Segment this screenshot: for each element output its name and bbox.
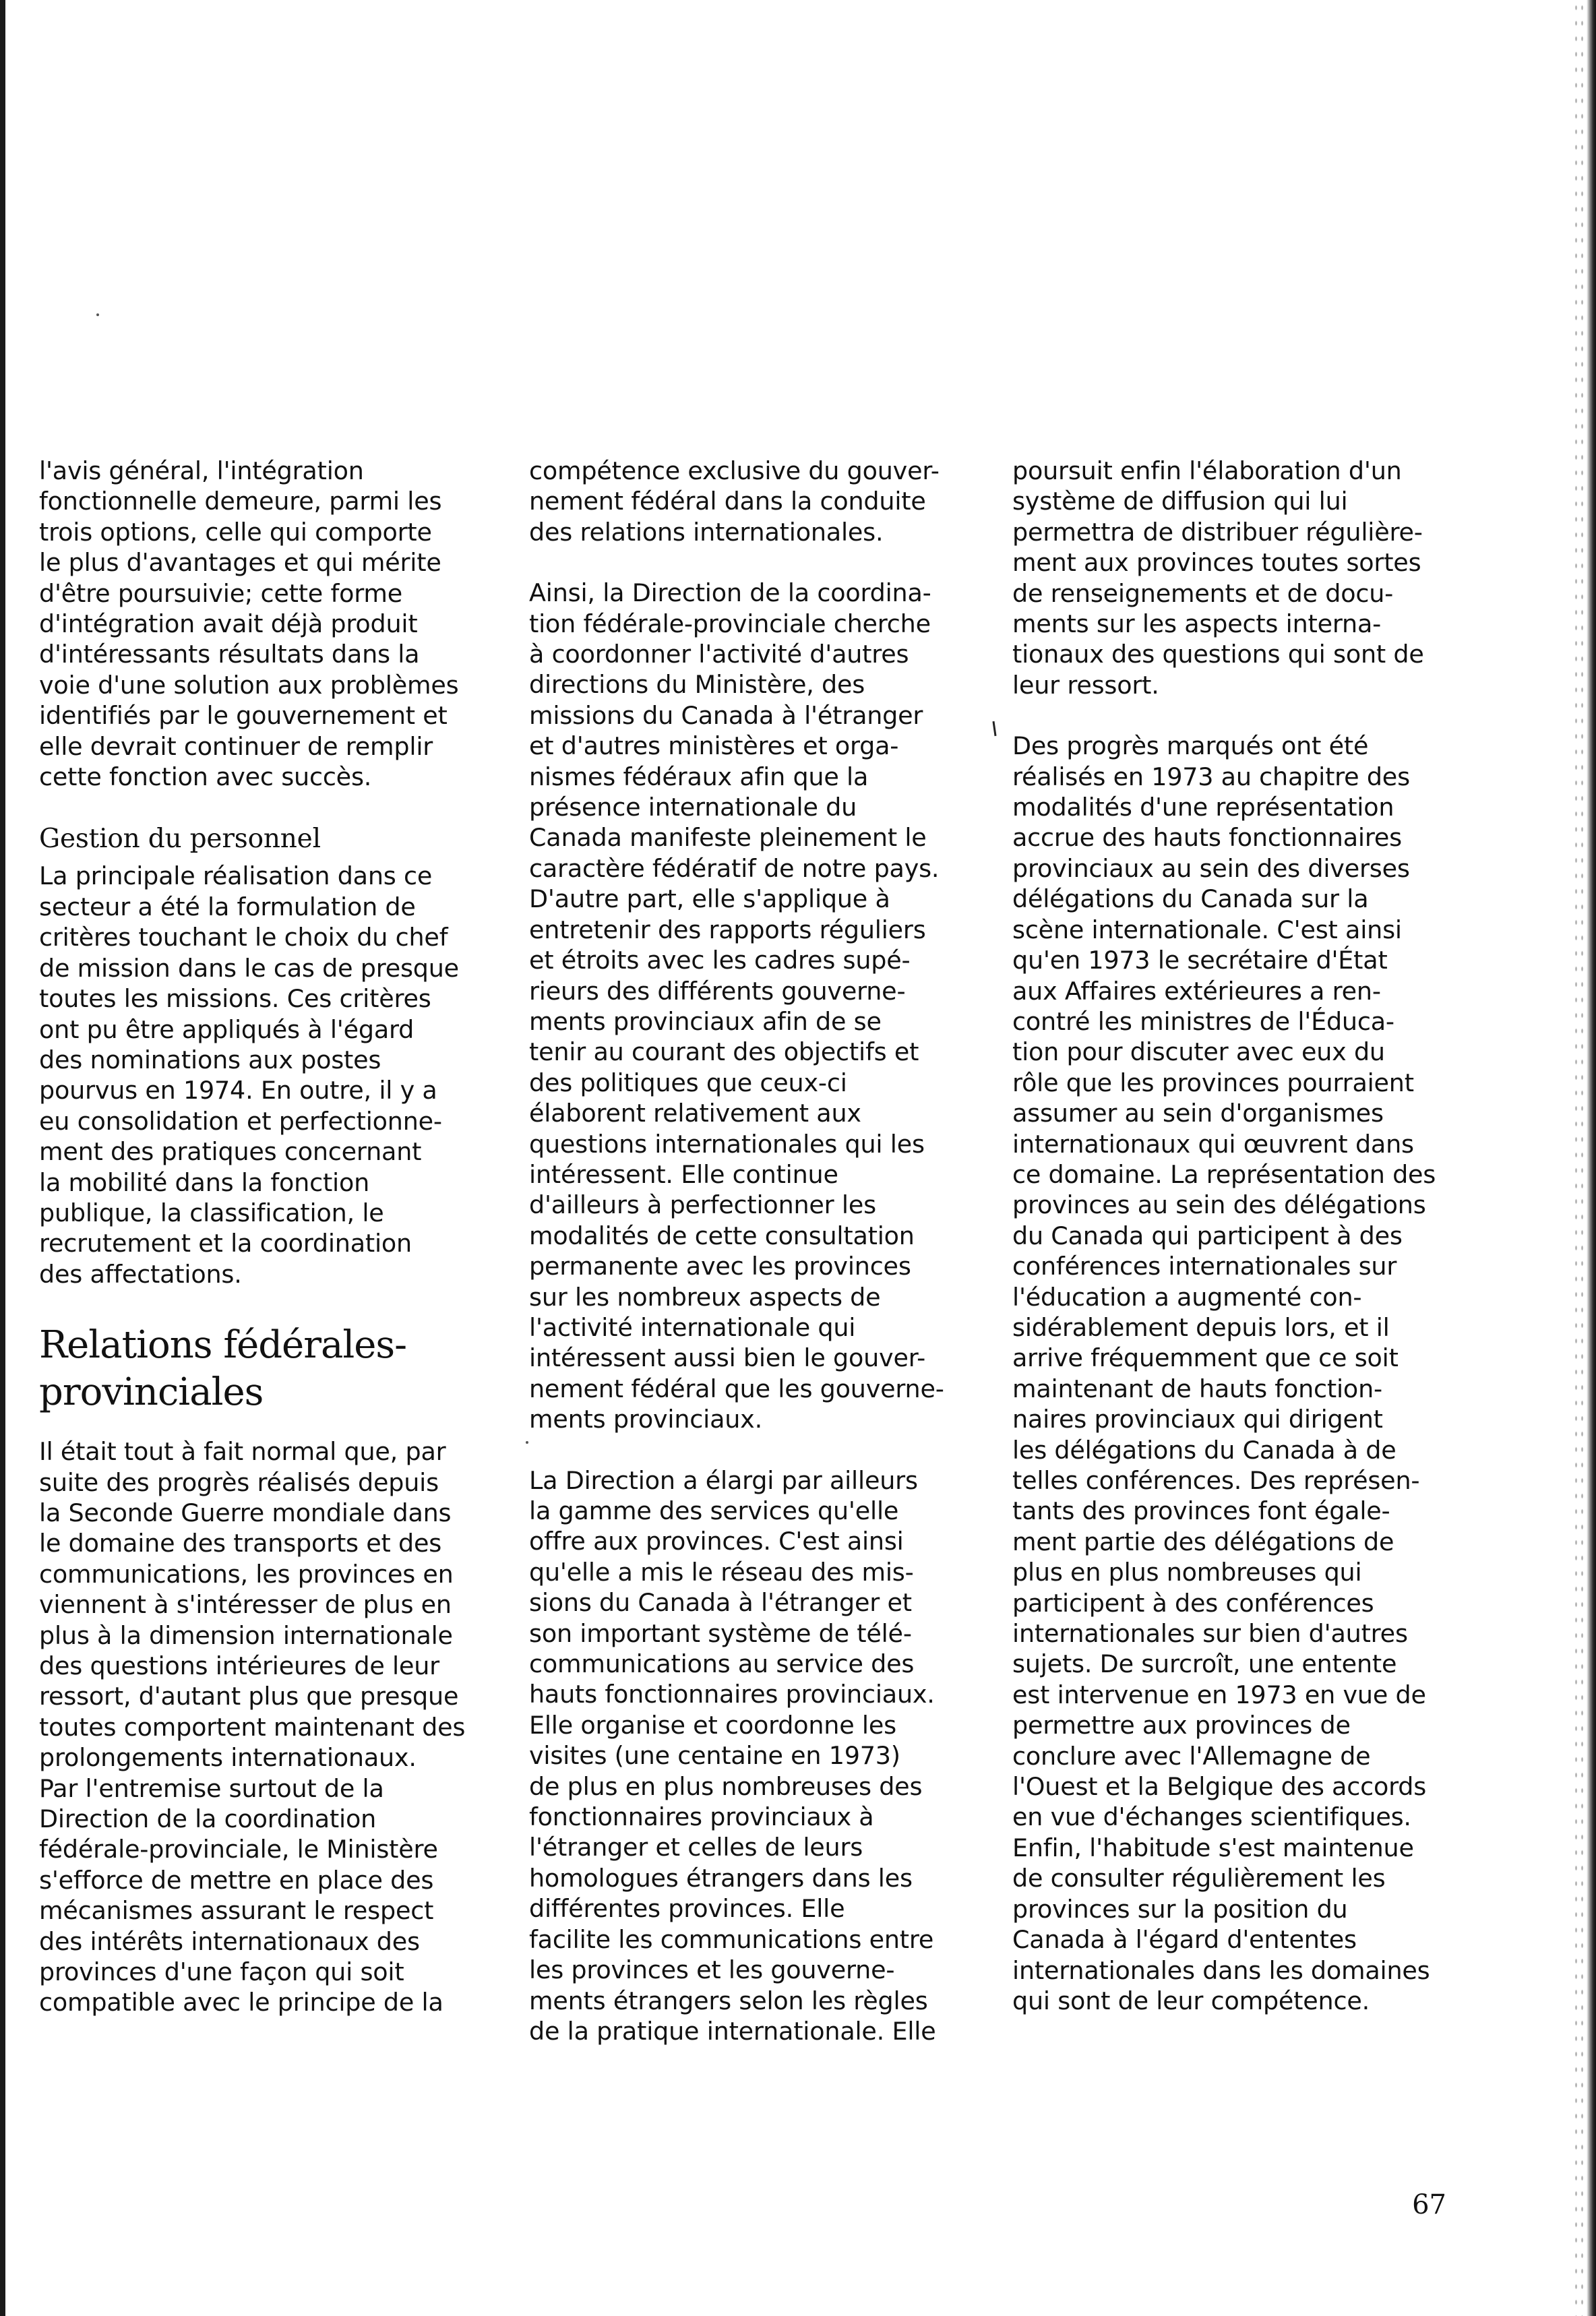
scan-speck xyxy=(96,313,99,316)
text-column-2 xyxy=(529,456,974,2046)
paragraph: poursuit enfin l'élaboration d'un système de diffusion qui lui permettra de distribuer régulière- ment aux provinces toutes sortes de renseignements et de docu- ments sur les aspects interna- tionaux des questions qui sont de leur ressort. xyxy=(1012,456,1424,700)
scan-left-border xyxy=(0,0,5,2316)
section-subheading: Gestion du personnel xyxy=(39,824,321,855)
paragraph: l'avis général, l'intégration fonctionnelle demeure, parmi les trois options, celle qui comporte le plus d'avantages et qui mérite d'être poursuivie; cette forme d'intégration avait déjà produit d'intéressants résultats dans la voie d'une solution aux problèmes identifiés par le gouvernement et elle devrait continuer de remplir cette fonction avec succès. xyxy=(39,456,459,792)
section-heading: Relations fédérales- provinciales xyxy=(39,1323,407,1415)
scan-mark xyxy=(992,721,996,736)
paragraph: Des progrès marqués ont été réalisés en 1973 au chapitre des modalités d'une représentation accrue des hauts fonctionnaires provinciaux au sein des diverses délégations du Canada sur la scène internationale. C'est ainsi qu'en 1973 le secrétaire d'État aux Affaires extérieures a ren- contré les ministres de l'Éduca- tion pour discuter avec eux du rôle que les provinces pourraient assumer au sein d'organismes internationaux qui œuvrent dans ce domaine. La représentation des provinces au sein des délégations du Canada qui participent à des conférences internationales sur l'éducation a augmenté con- sidérablement depuis lors, et il arrive fréquemment que ce soit maintenant de hauts fonction- naires provinciaux qui dirigent les délégations du Canada à de telles conférences. Des représen- tants des provinces font égale- ment partie des délégations de plus en plus nombreuses qui participent à des conférences internationales sur bien d'autres sujets. De surcroît, une entente est intervenue en 1973 en vue de permettre aux provinces de conclure avec l'Allemagne de l'Ouest et la Belgique des accords en vue d'échanges scientifiques. Enfin, l'habitude s'est maintenue de consulter régulièrement les provinces sur la position du Canada à l'égard d'ententes internationales dans les domaines qui sont de leur compétence. xyxy=(1012,731,1436,2015)
paragraph: Il était tout à fait normal que, par suite des progrès réalisés depuis la Seconde Guerre mondiale dans le domaine des transports et des communications, les provinces en viennent à s'intéresser de plus en plus à la dimension internationale des questions intérieures de leur ressort, d'autant plus que presque toutes comportent maintenant des prolongements internationaux. Par l'entremise surtout de la Direction de la coordination fédérale-provinciale, le Ministère s'efforce de mettre en place des mécanismes assurant le respect des intérêts internationaux des provinces d'une façon qui soit compatible avec le principe de la xyxy=(39,1437,466,2017)
scan-binding-specks xyxy=(1573,0,1585,2316)
text-column-1 xyxy=(39,456,484,2018)
paragraph: compétence exclusive du gouver- nement fédéral dans la conduite des relations internationales. xyxy=(529,456,940,547)
paragraph: La Direction a élargi par ailleurs la gamme des services qu'elle offre aux provinces. C'est ainsi qu'elle a mis le réseau des mis- sions du Canada à l'étranger et son important système de télé- communications au service des hauts fonctionnaires provinciaux. Elle organise et coordonne les visites (une centaine en 1973) de plus en plus nombreuses des fonctionnaires provinciaux à l'étranger et celles de leurs homologues étrangers dans les différentes provinces. Elle facilite les communications entre les provinces et les gouverne- ments étrangers selon les règles de la pratique internationale. Elle xyxy=(529,1465,936,2046)
scan-right-border xyxy=(1587,0,1596,2316)
paragraph: Ainsi, la Direction de la coordina- tion fédérale-provinciale cherche à coordonner l'activité d'autres directions du Ministère, des missions du Canada à l'étranger et d'autres ministères et orga- nismes fédéraux afin que la présence internationale du Canada manifeste pleinement le caractère fédératif de notre pays. D'autre part, elle s'applique à entretenir des rapports réguliers et étroits avec les cadres supé- rieurs des différents gouverne- ments provinciaux afin de se tenir au courant des objectifs et des politiques que ceux-ci élaborent relativement aux questions internationales qui les intéressent. Elle continue d'ailleurs à perfectionner les modalités de cette consultation permanente avec les provinces sur les nombreux aspects de l'activité internationale qui intéressent aussi bien le gouver- nement fédéral que les gouverne- ments provinciaux. xyxy=(529,578,944,1434)
text-column-3 xyxy=(1012,456,1457,2016)
scan-speck xyxy=(526,1441,528,1444)
page-number: 67 xyxy=(1412,2189,1446,2220)
paragraph: La principale réalisation dans ce secteur a été la formulation de critères touchant le choix du chef de mission dans le cas de presque toutes les missions. Ces critères ont pu être appliqués à l'égard des nominations aux postes pourvus en 1974. En outre, il y a eu consolidation et perfectionne- ment des pratiques concernant la mobilité dans la fonction publique, la classification, le recrutement et la coordination des affectations. xyxy=(39,861,459,1289)
